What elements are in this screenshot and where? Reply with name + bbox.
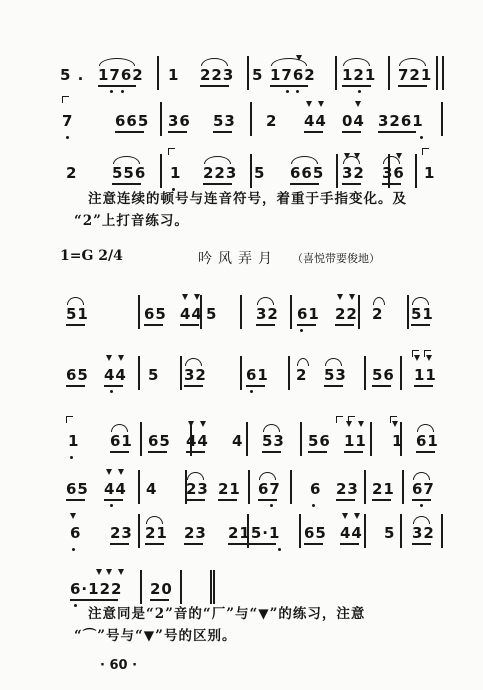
bar-line [436, 56, 438, 90]
beam-underline [213, 131, 232, 133]
bar-line [138, 356, 140, 390]
octave-dot [250, 390, 253, 393]
staccato-triangle [306, 101, 312, 107]
beam-underline [112, 183, 141, 185]
hook-mark [412, 350, 419, 357]
instruction-line: “⌒”号与“▼”号的区别。 [74, 628, 237, 644]
note-group: 44 [104, 366, 127, 384]
staccato-triangle [70, 513, 76, 519]
staccato-triangle [354, 153, 360, 159]
beam-underline [335, 324, 354, 326]
note-group: 121 [342, 66, 377, 84]
octave-dot [66, 136, 69, 139]
beam-underline [66, 385, 85, 387]
note-group: 67 [258, 480, 281, 498]
note-group: 7 [62, 112, 74, 130]
beam-underline [324, 385, 343, 387]
piece-title: 吟风弄月 [198, 251, 278, 267]
note-group: 223 [200, 66, 235, 84]
note-group: 23 [186, 480, 209, 498]
note-group: 36 [382, 164, 405, 182]
bar-line [364, 356, 366, 390]
note-group: 61 [297, 305, 320, 323]
slur-mark [297, 358, 309, 366]
bar-line [370, 422, 372, 456]
staccato-triangle [118, 569, 124, 575]
slur-mark [204, 156, 231, 164]
note-group: 44 [104, 480, 127, 498]
staccato-triangle [355, 101, 361, 107]
staccato-triangle [344, 153, 350, 159]
note-group: 1 [424, 164, 436, 182]
note-group: 61 [416, 432, 439, 450]
note-group: 53 [213, 112, 236, 130]
bar-line [358, 295, 360, 329]
note-group: 21 [372, 480, 395, 498]
slur-mark [259, 472, 276, 480]
note-group: 4 [232, 432, 244, 450]
staccato-triangle [118, 469, 124, 475]
note-group: 6·122 [70, 580, 123, 598]
beam-underline [180, 324, 199, 326]
slur-mark [373, 297, 385, 305]
beam-underline [144, 324, 163, 326]
note-group: 56 [372, 366, 395, 384]
note-group: 215·1 [228, 524, 281, 542]
bar-line [388, 56, 390, 90]
staccato-triangle [106, 355, 112, 361]
note-group: 23 [336, 480, 359, 498]
note-group: 6 [310, 480, 322, 498]
slur-mark [111, 424, 128, 432]
beam-underline [342, 183, 361, 185]
hook-mark [422, 148, 429, 155]
instruction-line: 注意同是“2”音的“厂”与“▼”的练习，注意 [88, 606, 366, 622]
slur-mark [412, 297, 429, 305]
staccato-triangle [337, 294, 343, 300]
beam-underline [411, 324, 430, 326]
bar-line [250, 154, 252, 188]
note-group: 223 [203, 164, 238, 182]
slur-mark [113, 156, 140, 164]
note-group: 53 [262, 432, 285, 450]
notation-row [0, 342, 483, 402]
beam-underline [340, 543, 359, 545]
note-group: 44 [340, 524, 363, 542]
slur-mark [343, 58, 370, 66]
beam-underline [186, 451, 205, 453]
staccato-triangle [194, 294, 200, 300]
note-group: 1762 [98, 66, 144, 84]
staccato-triangle [182, 294, 188, 300]
slur-mark [325, 358, 342, 366]
note-group: 1 [168, 66, 180, 84]
bar-line [407, 295, 409, 329]
bar-line [240, 356, 242, 390]
beam-underline [342, 85, 371, 87]
bar-line [210, 570, 212, 604]
note-group: 32 [184, 366, 207, 384]
hook-mark [66, 416, 73, 423]
note-group: 22 [335, 305, 358, 323]
beam-underline [70, 599, 118, 601]
instruction-note-1 [74, 188, 448, 232]
bar-line [441, 514, 443, 548]
bar-line [402, 470, 404, 504]
bar-line [157, 56, 159, 90]
note-group: 32 [412, 524, 435, 542]
note-group: 5 [384, 524, 396, 542]
bar-line [336, 154, 338, 188]
note-group: 04 [342, 112, 365, 130]
slur-mark [257, 297, 274, 305]
note-group: 44 [186, 432, 209, 450]
staccato-triangle [106, 469, 112, 475]
note-group: 5 [206, 305, 218, 323]
hook-mark [336, 416, 343, 423]
beam-underline [414, 385, 433, 387]
note-group: 51 [411, 305, 434, 323]
beam-underline [104, 385, 123, 387]
bar-line [290, 295, 292, 329]
bar-line [288, 356, 290, 390]
staccato-triangle [200, 421, 206, 427]
beam-underline [344, 451, 363, 453]
staccato-triangle [106, 569, 112, 575]
beam-underline [308, 451, 327, 453]
bar-line [364, 514, 366, 548]
beam-underline [110, 451, 129, 453]
hook-mark [168, 148, 175, 155]
note-group: 2 [266, 112, 278, 130]
note-group: 2 [296, 366, 308, 384]
key-signature: 1=G 2/4 [60, 248, 123, 264]
note-group: 5 [252, 66, 264, 84]
note-group: 44 [180, 305, 203, 323]
beam-underline [228, 543, 276, 545]
note-group: 65 [144, 305, 167, 323]
beam-underline [342, 131, 361, 133]
octave-dot [110, 390, 113, 393]
beam-underline [412, 543, 431, 545]
note-group: 44 [304, 112, 327, 130]
note-group: 1762 [270, 66, 316, 84]
beam-underline [110, 543, 129, 545]
octave-dot [72, 548, 75, 551]
note-group: 20 [150, 580, 173, 598]
slur-mark [99, 58, 135, 66]
beam-underline [184, 543, 203, 545]
instruction-note-2 [74, 603, 448, 647]
staccato-triangle [188, 421, 194, 427]
beam-underline [416, 451, 435, 453]
bar-line [160, 154, 162, 188]
notation-row [0, 88, 483, 148]
note-group: 5 . [60, 66, 85, 84]
bar-line [250, 102, 252, 136]
slur-mark [187, 472, 204, 480]
staccato-triangle [358, 421, 364, 427]
slur-mark [413, 472, 430, 480]
beam-underline [262, 451, 281, 453]
slur-mark [146, 516, 163, 524]
note-group: 4 [146, 480, 158, 498]
bar-line [140, 422, 142, 456]
octave-dot [278, 548, 281, 551]
beam-underline [168, 131, 187, 133]
beam-underline [98, 85, 136, 87]
beam-underline [148, 451, 167, 453]
note-group: 65 [66, 366, 89, 384]
beam-underline [304, 131, 323, 133]
bar-line [138, 295, 140, 329]
note-group: 21 [145, 524, 168, 542]
bar-line [364, 470, 366, 504]
note-group: 2 [66, 164, 78, 182]
bar-line [240, 295, 242, 329]
staccato-triangle [349, 294, 355, 300]
note-group: 36 [168, 112, 191, 130]
bar-line [335, 56, 337, 90]
beam-underline [145, 543, 164, 545]
hook-mark [62, 96, 69, 103]
beam-underline [297, 324, 316, 326]
beam-underline [246, 385, 265, 387]
beam-underline [290, 183, 319, 185]
notation-row [0, 281, 483, 341]
beam-underline [66, 324, 85, 326]
note-group: 53 [324, 366, 347, 384]
bar-line [246, 422, 248, 456]
instruction-line: 注意连续的顿号与连音符号，着重于手指变化。及 [88, 191, 407, 207]
note-group: 11 [344, 432, 367, 450]
bar-line [140, 570, 142, 604]
slur-mark [185, 358, 202, 366]
slur-mark [263, 424, 280, 432]
bar-line [180, 356, 182, 390]
note-group: 32 [342, 164, 365, 182]
beam-underline [184, 385, 203, 387]
notation-row [0, 500, 483, 560]
hook-mark [348, 416, 355, 423]
bar-line [247, 56, 249, 90]
page-number: · 60 · [100, 658, 138, 673]
bar-line [138, 514, 140, 548]
note-group: 65 [66, 480, 89, 498]
beam-underline [398, 85, 427, 87]
hook-mark [424, 350, 431, 357]
bar-line [300, 422, 302, 456]
staccato-triangle [396, 153, 402, 159]
beam-underline [304, 543, 323, 545]
beam-underline [372, 385, 391, 387]
note-group: 61 [110, 432, 133, 450]
note-group: 1 [68, 432, 80, 450]
note-group: 6 [70, 524, 82, 542]
beam-underline [203, 183, 232, 185]
bar-line [415, 154, 417, 188]
slur-mark [399, 58, 426, 66]
bar-line [442, 56, 444, 90]
bar-line [160, 102, 162, 136]
note-group: 721 [398, 66, 433, 84]
note-group: 23 [110, 524, 133, 542]
bar-line [290, 470, 292, 504]
note-group: 65 [304, 524, 327, 542]
beam-underline [256, 324, 275, 326]
bar-line [299, 514, 301, 548]
slur-mark [201, 58, 228, 66]
note-group: 5 [254, 164, 266, 182]
slur-mark [291, 156, 318, 164]
slur-mark [413, 516, 430, 524]
note-group: 2 [372, 305, 384, 323]
bar-line [138, 470, 140, 504]
staccato-triangle [118, 355, 124, 361]
beam-underline [270, 85, 308, 87]
note-group: 23 [184, 524, 207, 542]
bar-line [213, 570, 215, 604]
beam-underline [115, 131, 144, 133]
staccato-triangle [296, 55, 302, 61]
bar-line [441, 102, 443, 136]
note-group: 32 [256, 305, 279, 323]
staccato-triangle [354, 513, 360, 519]
piece-heading [60, 248, 440, 270]
note-group: 51 [66, 305, 89, 323]
hook-mark [390, 416, 397, 423]
octave-dot [420, 136, 423, 139]
beam-underline [378, 131, 416, 133]
note-group: 1 [170, 164, 182, 182]
note-group: 665 [290, 164, 325, 182]
note-group: 3261 [378, 112, 424, 130]
note-group: 56 [308, 432, 331, 450]
note-group: 1 [392, 432, 404, 450]
slur-mark [417, 424, 434, 432]
beam-underline [150, 599, 169, 601]
note-group: 21 [218, 480, 241, 498]
octave-dot [300, 329, 303, 332]
bar-line [400, 514, 402, 548]
staccato-triangle [318, 101, 324, 107]
note-group: 556 [112, 164, 147, 182]
beam-underline [382, 183, 401, 185]
bar-line [400, 356, 402, 390]
staccato-triangle [96, 569, 102, 575]
note-group: 65 [148, 432, 171, 450]
note-group: 61 [246, 366, 269, 384]
instruction-line: “2”上打音练习。 [74, 213, 189, 229]
note-group: 11 [414, 366, 437, 384]
note-group: 5 [148, 366, 160, 384]
bar-line [248, 470, 250, 504]
tempo-marking: （喜悦带要俊地） [292, 252, 380, 265]
note-group: 665 [115, 112, 150, 130]
bar-line [180, 570, 182, 604]
octave-dot [74, 604, 77, 607]
beam-underline [200, 85, 229, 87]
note-group: 67 [412, 480, 435, 498]
slur-mark [67, 297, 84, 305]
staccato-triangle [342, 513, 348, 519]
